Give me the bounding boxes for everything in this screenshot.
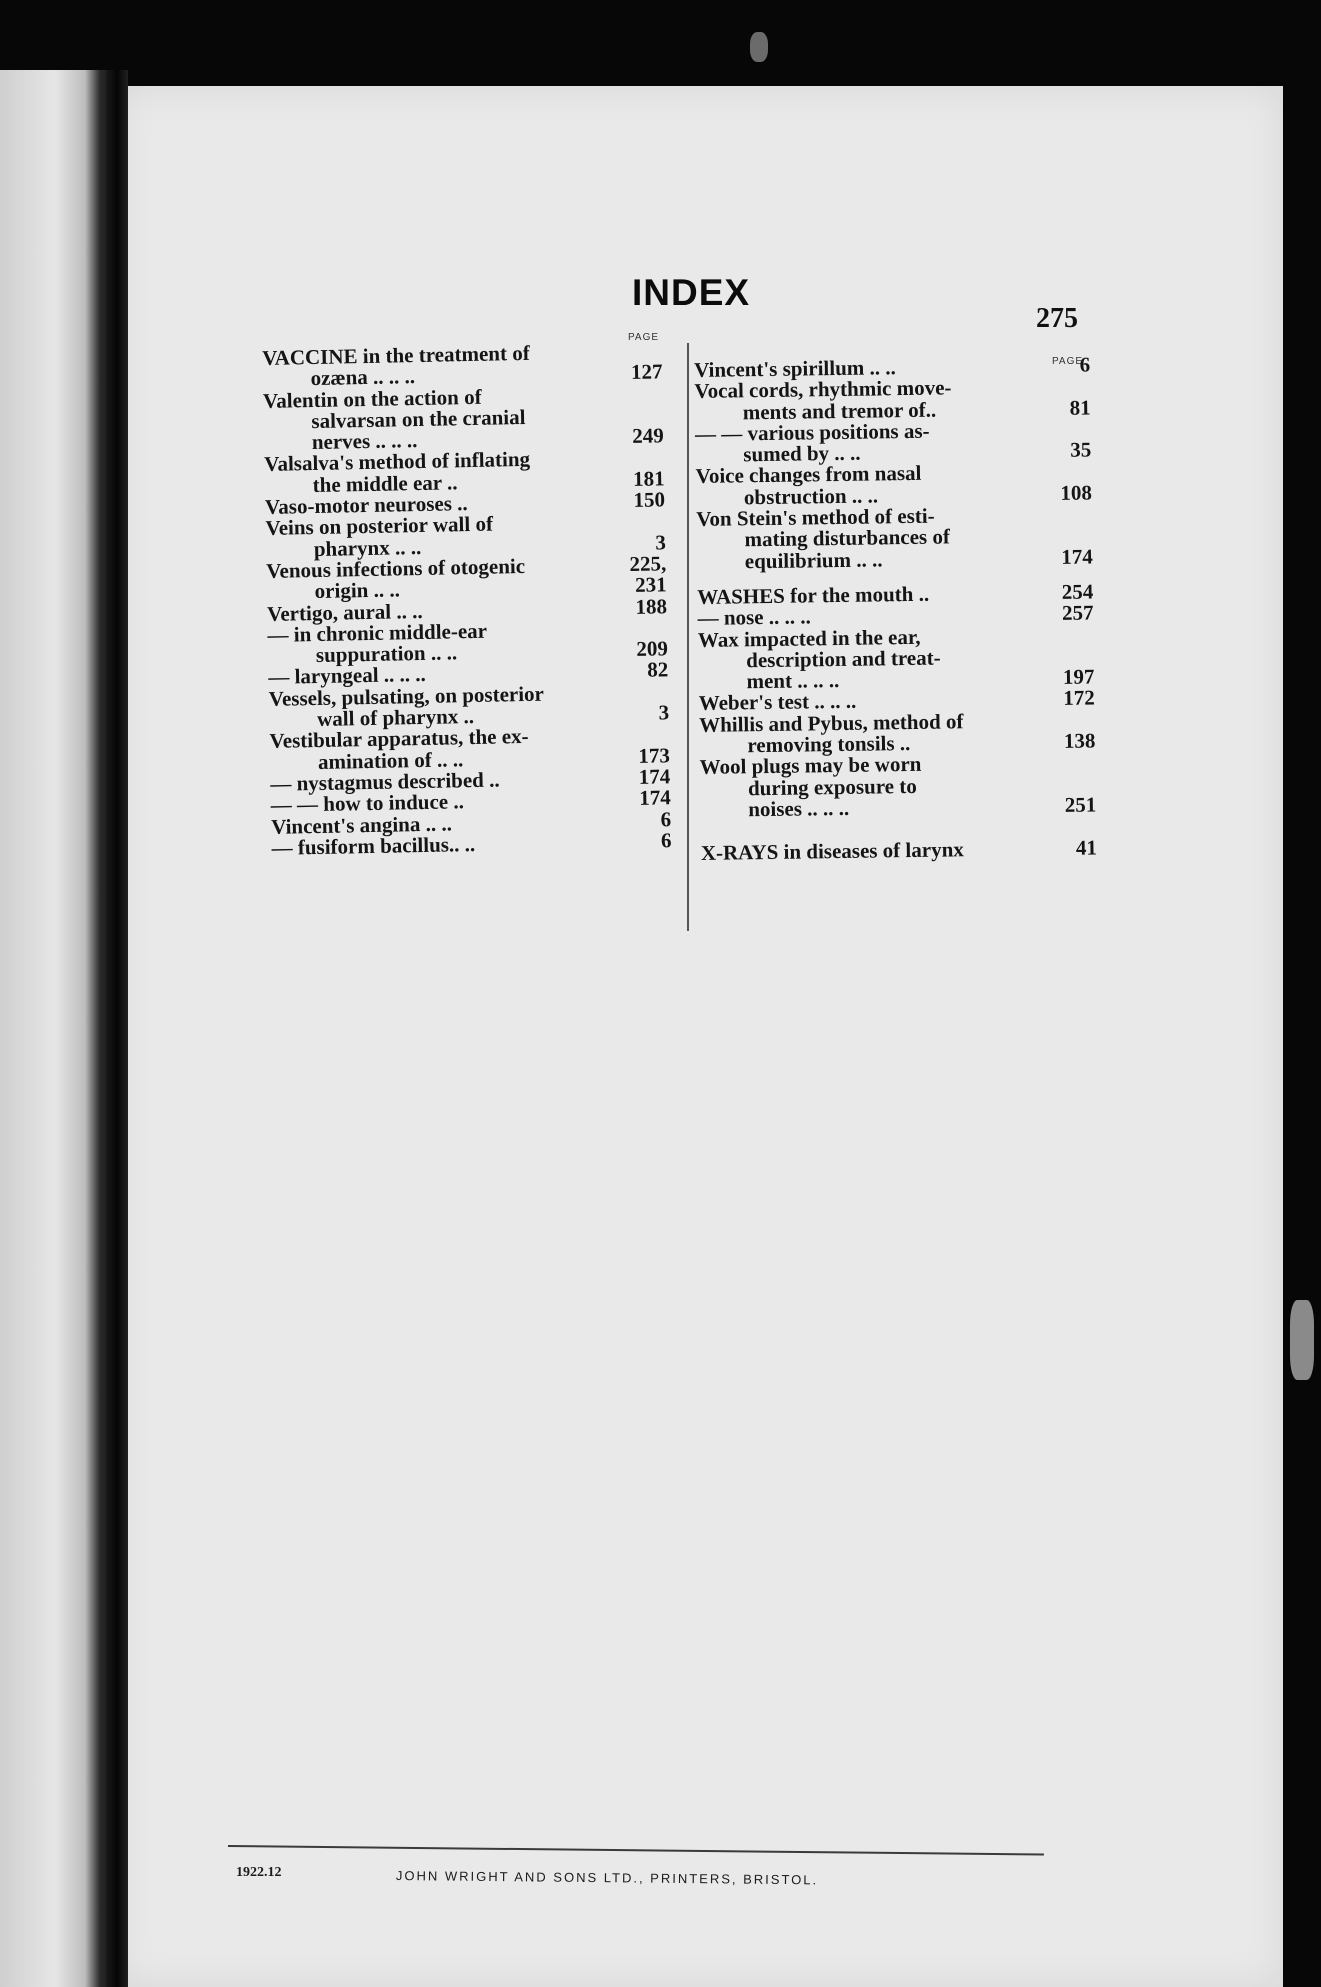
index-entry-continuation: amination of .. ..: [317, 746, 464, 774]
index-entry-continuation: sumed by .. ..: [743, 440, 861, 467]
index-entry-page-ref: 174: [638, 764, 671, 789]
index-entry-term: Veins on posterior wall of: [265, 511, 494, 541]
index-entry-continuation: ozæna .. .. ..: [310, 364, 416, 391]
index-entry-page-ref: 174: [638, 785, 671, 811]
index-entry-page-ref: 172: [1063, 685, 1095, 711]
scan-artifact: [1290, 1300, 1314, 1380]
index-entry-term: Wax impacted in the ear,: [697, 624, 921, 652]
index-entry-page-ref: 225, 231: [629, 551, 667, 598]
index-entry-continuation: noises .. .. ..: [748, 795, 850, 822]
index-entry-continuation: ments and tremor of..: [742, 397, 937, 424]
index-entry-term: Vaso-motor neuroses ..: [264, 491, 468, 520]
index-entry: [269, 724, 670, 774]
index-entry-term: Whillis and Pybus, method of: [698, 709, 964, 737]
index-entry-term: — in chronic middle-ear: [267, 618, 488, 647]
print-code: 1922.12: [236, 1865, 282, 1880]
index-entry-continuation: salvarsan on the cranial: [311, 404, 526, 433]
index-entry-term: — fusiform bacillus.. ..: [271, 831, 476, 860]
index-entry-term: Vincent's spirillum .. ..: [693, 355, 896, 382]
index-entry: [263, 383, 664, 455]
index-entry-continuation: obstruction .. ..: [743, 483, 879, 510]
index-entry: [265, 511, 666, 561]
index-entry-continuation: removing tonsils ..: [747, 731, 911, 758]
facing-page-edge: [0, 70, 118, 1987]
index-entry: [694, 376, 1091, 424]
index-entry-continuation: the middle ear ..: [312, 470, 458, 497]
index-entry-page-ref: 209: [636, 636, 669, 662]
index-entry-page-ref: 150: [633, 487, 666, 512]
column-page-heading-left: PAGE: [628, 332, 660, 343]
index-entry-term: Vestibular apparatus, the ex-: [269, 724, 529, 754]
index-entry-page-ref: 3: [655, 529, 667, 555]
index-entry-page-ref: 35: [1070, 437, 1092, 462]
index-entry-term: — — various positions as-: [694, 418, 930, 446]
column-page-heading-right: PAGE: [1052, 356, 1084, 367]
index-entry-term: Vocal cords, rhythmic move-: [694, 375, 952, 404]
index-entry-continuation: origin .. ..: [314, 577, 401, 604]
index-entry-page-ref: 82: [647, 657, 669, 683]
index-entry-page-ref: 181: [632, 466, 665, 491]
index-entry-page-ref: 108: [1060, 480, 1093, 505]
index-entry-term: Vertigo, aural .. ..: [266, 598, 423, 626]
index-entry-page-ref: 81: [1069, 395, 1091, 420]
index-entry-term: Weber's test .. .. ..: [698, 689, 857, 716]
index-entry-page-ref: 257: [1061, 600, 1094, 626]
index-entry-term: — laryngeal .. .. ..: [268, 662, 427, 690]
index-entry: [696, 504, 1093, 573]
index-entry-term: VACCINE in the treatment of: [261, 340, 530, 370]
index-entry-page-ref: 6: [660, 806, 672, 831]
scan-artifact: [750, 32, 768, 62]
index-entry-term: — nystagmus described ..: [270, 767, 500, 796]
index-entry-page-ref: 3: [658, 700, 670, 725]
index-column-right: [694, 354, 1097, 864]
index-entry-page-ref: 41: [1075, 835, 1098, 860]
index-entry-page-ref: 249: [632, 423, 664, 449]
index-entry-page-ref: 138: [1063, 728, 1096, 753]
index-entry-continuation: mating disturbances of: [744, 524, 951, 552]
index-entry-term: — — how to induce ..: [270, 789, 465, 818]
index-entry: [695, 461, 1092, 509]
index-entry-continuation: nerves .. .. ..: [311, 428, 418, 455]
index-entry-page-ref: 197: [1062, 664, 1095, 690]
index-entry-continuation: ment .. .. ..: [746, 668, 840, 694]
index-entry-page-ref: 188: [635, 593, 668, 619]
index-entry-term: X-RAYS in diseases of larynx: [700, 837, 964, 866]
index-entry-continuation: pharynx .. ..: [313, 534, 422, 561]
index-entry-term: — nose .. .. ..: [697, 604, 811, 631]
book-spine: [106, 70, 128, 1987]
index-entry-continuation: equilibrium .. ..: [744, 547, 883, 573]
index-entry-page-ref: 6: [660, 828, 672, 853]
index-entry: [264, 447, 665, 497]
index-entry: [266, 553, 667, 603]
index-entry-term: Vincent's angina .. ..: [270, 810, 453, 839]
index-entry-page-ref: 251: [1064, 792, 1097, 817]
index-entry-term: WASHES for the mouth ..: [697, 581, 930, 609]
index-entry-page-ref: 254: [1061, 579, 1094, 604]
column-divider: [687, 343, 689, 931]
index-entry: [700, 752, 1097, 821]
index-entry-term: Valentin on the action of: [262, 384, 482, 413]
index-entry-term: Venous infections of otogenic: [266, 553, 526, 583]
page-title: INDEX: [632, 272, 751, 313]
index-entry-continuation: during exposure to: [747, 773, 917, 800]
index-entry-page-ref: 127: [630, 359, 663, 385]
index-entry-page-ref: 6: [1079, 352, 1091, 377]
index-entry: [262, 340, 663, 390]
index-entry-page-ref: 173: [638, 742, 671, 768]
index-entry-continuation: suppuration .. ..: [315, 640, 458, 668]
index-entry-term: Vessels, pulsating, on posterior: [268, 681, 545, 711]
index-entry-page-ref: 174: [1061, 544, 1093, 569]
index-entry: [269, 681, 670, 731]
index-entry-term: Valsalva's method of inflating: [264, 447, 531, 477]
page-number: 275: [1036, 303, 1078, 334]
index-entry-continuation: description and treat-: [746, 645, 941, 673]
index-entry: [267, 617, 668, 667]
index-entry: [698, 624, 1095, 693]
index-entry-term: Wool plugs may be worn: [699, 752, 922, 780]
index-entry-term: Voice changes from nasal: [695, 461, 922, 489]
index-column-left: [262, 340, 672, 859]
printer-imprint: JOHN WRIGHT AND SONS LTD., PRINTERS, BRISTOL.: [395, 1868, 819, 1888]
index-entry: [699, 709, 1096, 757]
index-entry-term: Von Stein's method of esti-: [696, 503, 935, 532]
index-entry: [695, 418, 1092, 466]
index-entry-continuation: wall of pharynx ..: [316, 704, 475, 732]
